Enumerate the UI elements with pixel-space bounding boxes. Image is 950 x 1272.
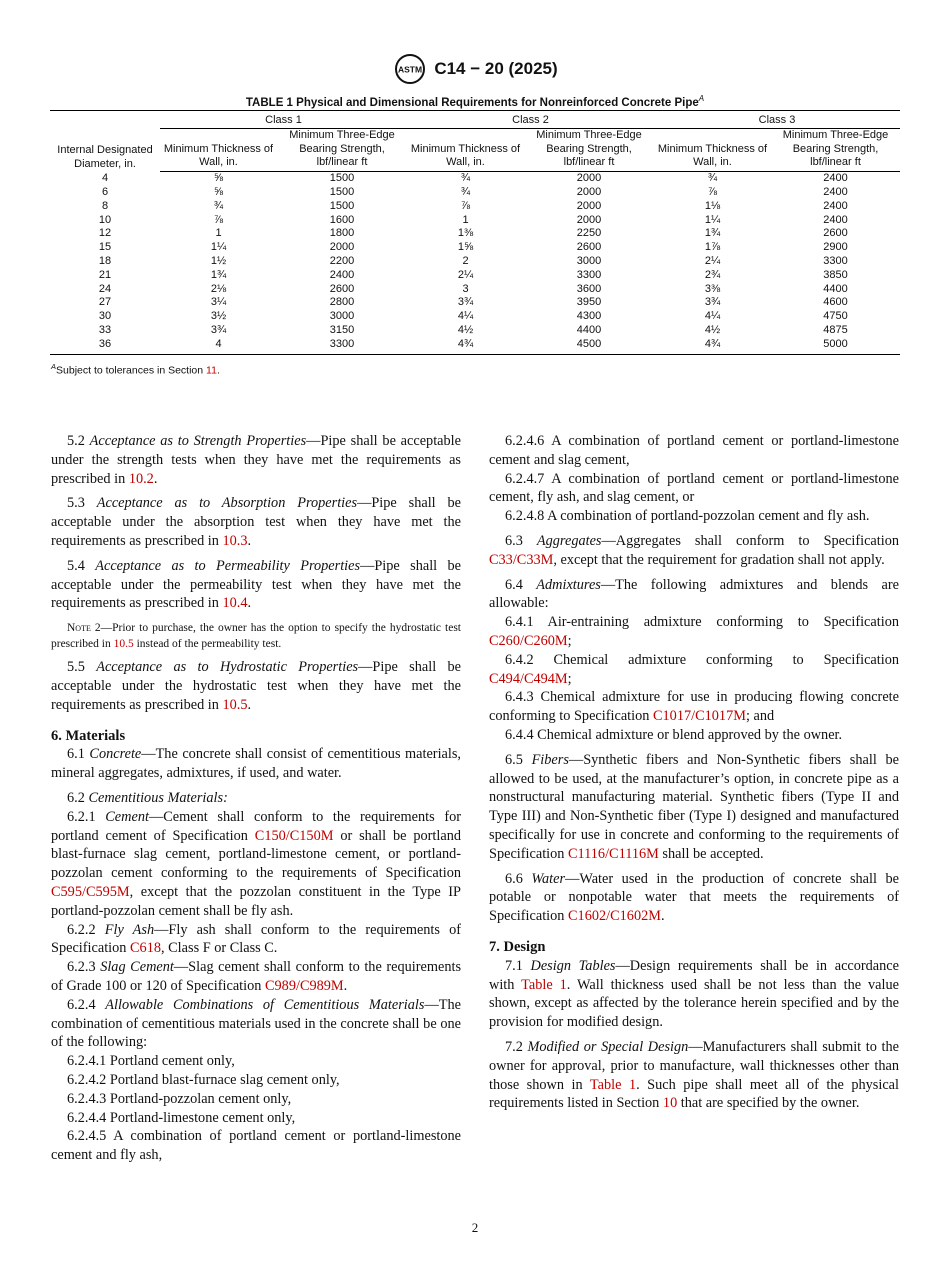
column-header: Minimum Thickness of Wall, in. [407, 128, 524, 171]
table-cell: 2400 [329, 268, 355, 281]
table-cell: 3300 [277, 338, 407, 354]
table-cell: 1¼ [704, 213, 721, 226]
table-cell: 5000 [771, 338, 900, 354]
table-cell: 6 [101, 185, 109, 198]
table-row [50, 214, 900, 228]
table-cell: 4600 [823, 296, 848, 309]
table-cell: 4875 [823, 323, 848, 336]
note-2: Note 2—Prior to purchase, the owner has the option to specify the hydrostatic test prescribed in 10.5 instead of the permeability test. [51, 622, 461, 650]
paragraph-6-3: 6.3 Aggregates—Aggregates shall conform to Specification C33/C33M, except that the requirement for gradation shall not apply. [489, 532, 899, 568]
list-item: 6.2.4.1 Portland cement only, [67, 1053, 235, 1070]
table-cell: 3¾ [457, 296, 474, 309]
table-cell: 4½ [704, 323, 721, 336]
table-cell: 2000 [576, 172, 602, 185]
table-cell: 1600 [329, 213, 355, 226]
table-cell: ⅞ [460, 199, 471, 212]
table-cell: 2000 [576, 185, 602, 198]
spec-link[interactable]: C260/C260M [489, 632, 568, 649]
svg-text:ASTM: ASTM [398, 64, 423, 75]
table-cell: 18 [98, 254, 112, 267]
table-cell: 3600 [576, 282, 602, 295]
table-row [50, 310, 900, 324]
class-2-header: Class 2 [407, 111, 654, 129]
paragraph-6-4-1: 6.4.1 Air-entraining admixture conforming to Specification C260/C260M; [489, 614, 899, 649]
table-cell: ⅞ [707, 185, 718, 198]
table-cell: 2400 [823, 199, 848, 212]
paragraph-6-4: 6.4 Admixtures—The following admixtures and blends are allowable: [489, 576, 899, 612]
table-cell: 1500 [329, 199, 355, 212]
table-cell: 2600 [823, 227, 848, 240]
spec-link[interactable]: C494/C494M [489, 670, 568, 687]
spec-link[interactable]: C989/C989M [265, 977, 344, 994]
table-cell: 2200 [329, 254, 355, 267]
table-row [50, 338, 900, 354]
table-cell: 4300 [576, 310, 602, 323]
paragraph-6-6: 6.6 Water—Water used in the production of concrete shall be potable or nonpotable water that meets the requirements of Specification C1602/C1602M. [489, 870, 900, 925]
spec-link[interactable]: C1116/C1116M [568, 845, 659, 862]
astm-logo-icon [392, 52, 428, 86]
page-number: 2 [471, 1220, 479, 1235]
paragraph-6-2-4: 6.2.4 Allowable Combinations of Cementitious Materials—The combination of cementitious materials used in the concrete shall be one of the following: [51, 996, 461, 1051]
table-cell: 1¼ [210, 241, 227, 254]
table-cell: 2900 [823, 241, 848, 254]
class-1-header: Class 1 [160, 111, 407, 129]
table-cell: 2¼ [457, 268, 474, 281]
table-cell: 2400 [823, 213, 848, 226]
table-cell: 27 [98, 296, 112, 309]
table-row [50, 283, 900, 297]
table-cell: 3¼ [210, 296, 227, 309]
table-cell: 3000 [329, 310, 355, 323]
table-cell: 3000 [576, 254, 602, 267]
table-cell: 1⅜ [457, 227, 474, 240]
table-cell: 8 [101, 199, 109, 212]
table-cell: 1⅛ [704, 199, 721, 212]
list-item: 6.2.4.6 A combination of portland cement or portland-limestone cement and slag cement, [489, 433, 899, 468]
paragraph-6-2: 6.2 Cementitious Materials: [67, 789, 228, 806]
table-cell: 2250 [576, 227, 602, 240]
table-cell: 1 [215, 227, 222, 240]
table-cell: 2800 [329, 296, 355, 309]
section-link[interactable]: 10 [662, 1095, 678, 1112]
paragraph-6-5: 6.5 Fibers—Synthetic fibers and Non-Synthetic fibers shall be allowed to be used, at the manufacturer’s option, in concrete pipe as a nonstructural manufacturing material. Synthetic fibers (Type II and Type III) and Non-Synthetic fiber (Type I) designed and manufactured specifically for use in concrete and conforming to the requirements of Specification C1116/C1116M shall be accepted. [489, 751, 899, 862]
list-item: 6.2.4.7 A combination of portland cement or portland-limestone cement, fly ash, and slag cement, or [489, 470, 899, 506]
table-cell: 2400 [823, 172, 848, 185]
table-cell: 3300 [576, 268, 602, 281]
table-cell: 2600 [576, 241, 602, 254]
table-cell: 3300 [823, 254, 848, 267]
table-cell: ¾ [213, 199, 224, 212]
table-cell: 33 [98, 323, 112, 336]
table-cell: 1500 [329, 172, 355, 185]
table-row [50, 200, 900, 214]
list-item: 6.2.4.8 A combination of portland-pozzolan cement and fly ash. [505, 508, 870, 525]
table-cell: 4400 [823, 282, 848, 295]
table-cell: 24 [98, 282, 112, 295]
paragraph-7-2: 7.2 Modified or Special Design—Manufacturers shall submit to the owner for approval, prior to manufacture, wall thicknesses other than those shown in Table 1. Such pipe shall meet all of the physical requirements listed in Section 10 that are specified by the owner. [489, 1038, 899, 1112]
table-row [50, 172, 900, 186]
table-cell: 10 [98, 213, 112, 226]
section-heading-materials: 6. Materials [51, 727, 126, 744]
table-footnote: $^A$Subject to tolerances in Section 11. [51, 362, 220, 377]
table-cell: 4¾ [407, 338, 524, 354]
list-item: 6.2.4.5 A combination of portland cement or portland-limestone cement and fly ash, [51, 1128, 461, 1164]
spec-link[interactable]: C595/C595M [51, 883, 130, 900]
table-cell: 1¾ [210, 268, 227, 281]
diameter-header: Internal Designated Diameter, in. [50, 111, 160, 172]
table-cell: 2000 [329, 241, 355, 254]
table-cell: 36 [50, 338, 160, 354]
table-cell: 4400 [576, 323, 602, 336]
table-link[interactable]: Table 1 [521, 976, 567, 993]
spec-link[interactable]: C33/C33M [489, 551, 554, 568]
requirements-table [50, 110, 900, 355]
table-cell: 3 [462, 282, 469, 295]
paragraph-6-2-3: 6.2.3 Slag Cement—Slag cement shall conform to the requirements of Grade 100 or 120 of Specification C989/C989M. [51, 959, 462, 994]
table-cell: 1⅞ [704, 241, 721, 254]
table-cell: 4¼ [704, 310, 721, 323]
table-cell: 4 [101, 172, 109, 185]
table-cell: ⅞ [213, 213, 224, 226]
paragraph-6-4-4: 6.4.4 Chemical admixture or blend approved by the owner. [505, 726, 843, 743]
paragraph-6-4-2: 6.4.2 Chemical admixture conforming to Specification C494/C494M; [489, 651, 899, 687]
table-row [50, 269, 900, 283]
table-row [50, 324, 900, 338]
table-cell: 1½ [210, 254, 227, 267]
list-item: 6.2.4.3 Portland-pozzolan cement only, [67, 1090, 292, 1107]
table-row [50, 296, 900, 310]
table-cell: 1500 [329, 185, 355, 198]
table-cell: 3¾ [210, 323, 227, 336]
column-header: Minimum Three-Edge Bearing Strength, lbf/linear ft [277, 128, 407, 171]
table-cell: 2000 [576, 199, 602, 212]
table-cell: 12 [98, 227, 112, 240]
table-cell: 4½ [457, 323, 474, 336]
paragraph-5-5: 5.5 Acceptance as to Hydrostatic Properties—Pipe shall be acceptable under the hydrostatic test when they have met the requirements as prescribed in 10.5. [51, 659, 462, 713]
table-cell: 15 [98, 241, 112, 254]
class-3-header: Class 3 [654, 111, 900, 129]
table-cell: 3950 [576, 296, 602, 309]
table-cell: 2600 [329, 282, 355, 295]
table-cell: 2400 [823, 185, 848, 198]
paragraph-5-2: 5.2 Acceptance as to Strength Properties—Pipe shall be acceptable under the strength tests when they have met the requirements as prescribed in 10.2. [51, 433, 461, 487]
table-cell: 30 [98, 310, 112, 323]
table-cell: 1⅝ [457, 241, 474, 254]
table-cell: 1¾ [704, 227, 721, 240]
paragraph-6-2-1: 6.2.1 Cement—Cement shall conform to the requirements for portland cement of Specification C150/C150M or shall be portland blast-furnace slag cement, portland-limestone cement, or portland-pozzolan cement conforming to the requirements of Specification C595/C595M, except that the pozzolan constituent in the Type IP portland-pozzolan cement shall be fly ash. [51, 808, 461, 919]
left-column [51, 432, 461, 1165]
document-id: C14 − 20 (2025) [434, 59, 558, 78]
spec-link[interactable]: C618 [130, 940, 161, 957]
table-cell: 3½ [210, 310, 227, 323]
column-header: Minimum Thickness of Wall, in. [654, 128, 771, 171]
table-cell: 2¾ [704, 268, 721, 281]
section-link[interactable]: 10.4 [222, 595, 248, 612]
section-link[interactable]: 10.5 [222, 696, 248, 713]
page-header [0, 52, 950, 86]
table-row [50, 227, 900, 241]
right-column [489, 432, 899, 1113]
table-row [50, 255, 900, 269]
table-cell: ⅝ [213, 185, 224, 198]
table-title: TABLE 1 Physical and Dimensional Requirements for Nonreinforced Concrete Pipe$^A$ [245, 94, 705, 109]
section-link[interactable]: 11 [206, 364, 217, 377]
list-item: 6.2.4.2 Portland blast-furnace slag cement only, [67, 1071, 340, 1088]
section-link[interactable]: 10.3 [222, 532, 248, 549]
table-cell: 1 [462, 213, 469, 226]
list-item: 6.2.4.4 Portland-limestone cement only, [67, 1109, 296, 1126]
table-cell: 2000 [576, 213, 602, 226]
table-cell: 2 [462, 254, 469, 267]
paragraph-5-3: 5.3 Acceptance as to Absorption Properties—Pipe shall be acceptable under the absorption test when they have met the requirements as prescribed in 10.3. [51, 495, 462, 549]
section-link[interactable]: 10.5 [113, 637, 134, 650]
table-cell: 3⅜ [704, 282, 721, 295]
table-cell: 4¼ [457, 310, 474, 323]
paragraph-5-4: 5.4 Acceptance as to Permeability Properties—Pipe shall be acceptable under the permeability test when they have met the requirements as prescribed in 10.4. [51, 557, 461, 612]
section-link[interactable]: 10.2 [128, 470, 154, 487]
paragraph-6-4-3: 6.4.3 Chemical admixture for use in producing flowing concrete conforming to Specification C1017/C1017M; and [489, 689, 899, 725]
spec-link[interactable]: C1602/C1602M [568, 908, 661, 925]
spec-link[interactable]: C150/C150M [254, 827, 334, 844]
table-cell: 3¾ [704, 296, 721, 309]
paragraph-6-2-2: 6.2.2 Fly Ash—Fly ash shall conform to the requirements of Specification C618, Class F or Class C. [51, 921, 462, 957]
table-cell: 3850 [823, 268, 848, 281]
table-cell: 2¼ [704, 254, 721, 267]
table-cell: 3150 [329, 323, 355, 336]
section-heading-design: 7. Design [489, 938, 546, 955]
paragraph-6-1: 6.1 Concrete—The concrete shall consist of cementitious materials, mineral aggregates, admixtures, if used, and water. [51, 746, 461, 782]
column-header: Minimum Three-Edge Bearing Strength, lbf/linear ft [524, 128, 654, 171]
table-cell: 4 [160, 338, 277, 354]
table-link[interactable]: Table 1 [589, 1076, 637, 1093]
table-row [50, 186, 900, 200]
table-cell: ⅝ [213, 172, 224, 185]
table-cell: ¾ [460, 185, 471, 198]
column-header: Minimum Thickness of Wall, in. [160, 128, 277, 171]
table-cell: 21 [98, 268, 112, 281]
table-cell: 2⅛ [210, 282, 227, 295]
table-cell: ¾ [707, 172, 718, 185]
table-cell: 4500 [524, 338, 654, 354]
table-cell: 4¾ [654, 338, 771, 354]
paragraph-7-1: 7.1 Design Tables—Design requirements shall be in accordance with Table 1. Wall thickness used shall be not less than the value shown, except as affected by the tolerance herein specified and by the provision for modified design. [489, 957, 899, 1031]
table-cell: 1800 [329, 227, 355, 240]
table-cell: 4750 [823, 310, 848, 323]
table-cell: ¾ [460, 172, 471, 185]
table-row [50, 241, 900, 255]
column-header: Minimum Three-Edge Bearing Strength, lbf/linear ft [771, 128, 900, 171]
spec-link[interactable]: C1017/C1017M [652, 708, 746, 725]
